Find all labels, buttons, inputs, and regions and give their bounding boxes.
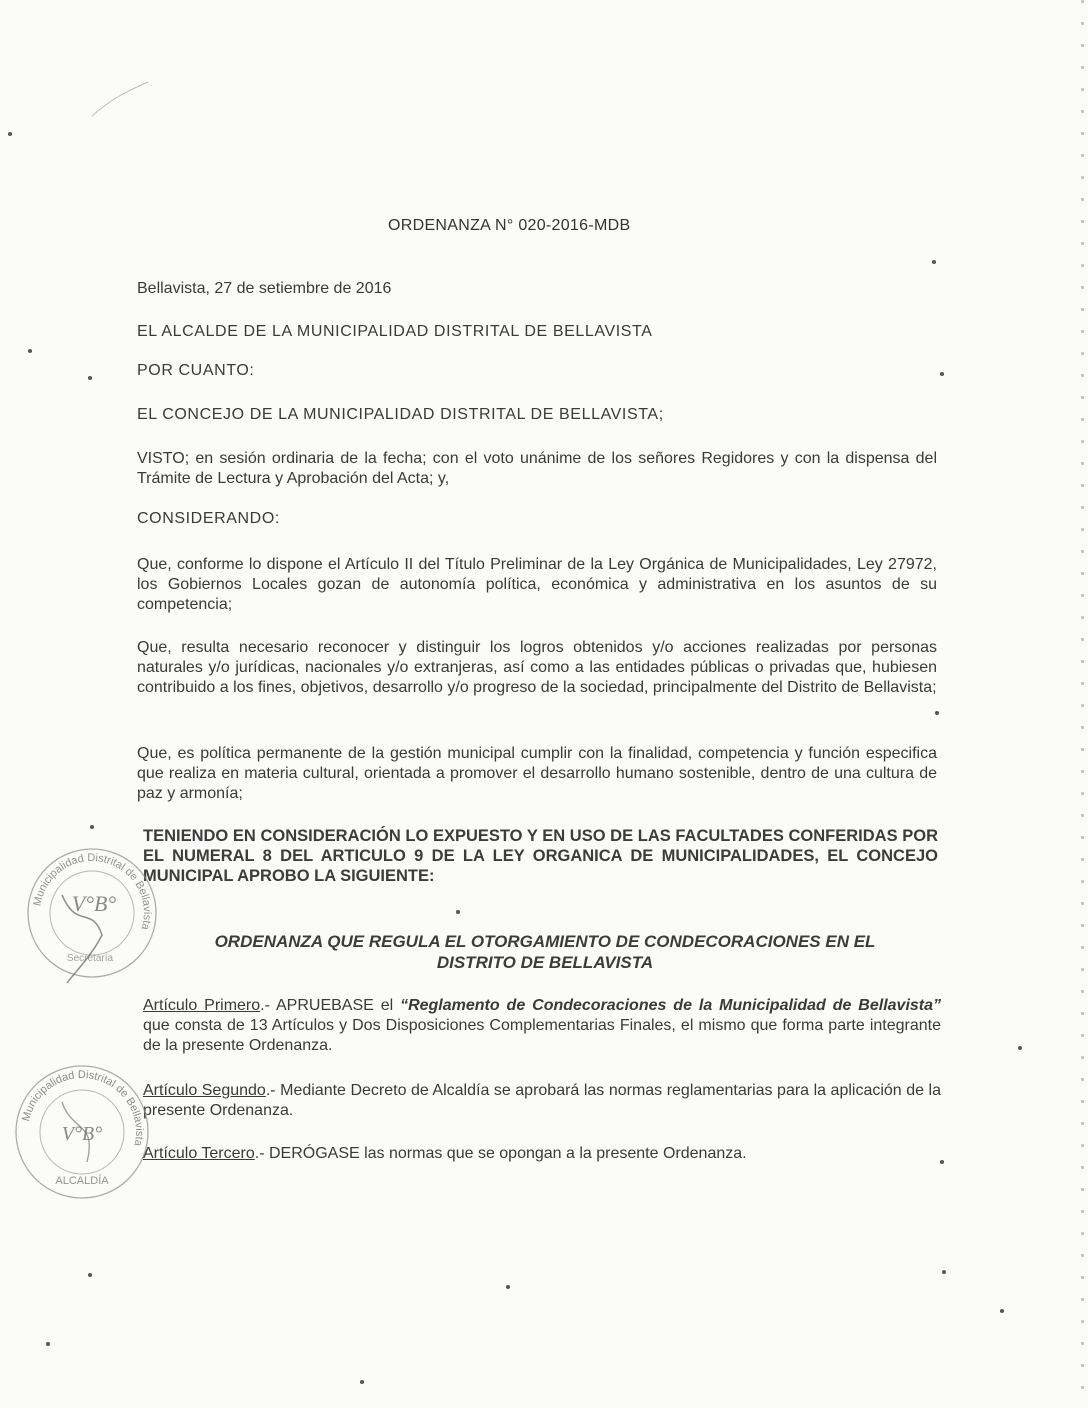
scan-speck	[88, 1273, 92, 1277]
seal1-center-text: V°B°	[71, 891, 117, 916]
considerando-paragraph-3: Que, es política permanente de la gestión municipal cumplir con la finalidad, competencia y función especifica que realiza en materia cultural, orientada a promover el desarrollo humano sostenible, dentro de una cultura de paz y armonía;	[137, 745, 937, 802]
seal2-ring-text: Municipalidad Distrital de Bellavista	[20, 1068, 146, 1148]
article-first-verb: APRUEBASE el	[275, 997, 401, 1014]
seal1-ring-text: Municipalidad Distrital de Bellavista	[31, 851, 154, 932]
mayor-line: EL ALCALDE DE LA MUNICIPALIDAD DISTRITAL DE BELLAVISTA	[137, 323, 653, 340]
scan-speck	[8, 132, 12, 136]
page-title: ORDENANZA N° 020-2016-MDB	[388, 217, 631, 234]
article-second-text: .- Mediante Decreto de Alcaldía se aprobará las normas reglamentarias para la aplicación de la presente Ordenanza.	[143, 1082, 941, 1119]
council-line: EL CONCEJO DE LA MUNICIPALIDAD DISTRITAL DE BELLAVISTA;	[137, 406, 664, 423]
scan-speck	[360, 1380, 364, 1384]
article-second	[143, 1081, 941, 1121]
considerando-label: CONSIDERANDO:	[137, 510, 280, 527]
place-date: Bellavista, 27 de setiembre de 2016	[137, 280, 392, 297]
scan-speck	[942, 1270, 946, 1274]
scan-speck	[28, 349, 32, 353]
considerando-paragraph-1: Que, conforme lo dispone el Artículo II del Título Preliminar de la Ley Orgánica de Municipalidades, Ley 27972, los Gobiernos Locales gozan de autonomía política, económica y administrativa en los asuntos de su competencia;	[137, 556, 937, 613]
article-first-quote: “Reglamento de Condecoraciones de la Municipalidad de Bellavista”	[400, 997, 942, 1014]
seal1-bottom-text: Secretaría	[66, 953, 114, 964]
scan-speck	[935, 711, 939, 715]
scan-speck	[932, 260, 936, 264]
considerando-paragraph-2: Que, resulta necesario reconocer y distinguir los logros obtenidos y/o acciones realizadas por personas naturales y/o jurídicas, nacionales y/o extranjeras, así como a las entidades públicas o privadas que, hubiesen contribuido a los fines, objetivos, desarrollo y/o progreso de la sociedad, principalmente del Distrito de Bellavista;	[137, 639, 937, 696]
article-third-label: Artículo Tercero	[143, 1145, 255, 1162]
scan-speck	[90, 825, 94, 829]
seal2-bottom-text: ALCALDÍA	[55, 1175, 109, 1187]
scan-speck	[456, 910, 460, 914]
alcaldia-seal	[12, 1062, 152, 1202]
article-first-label: Artículo Primero	[143, 997, 261, 1014]
por-cuanto-label: POR CUANTO:	[137, 362, 255, 379]
article-first-rest: que consta de 13 Artículos y Dos Disposiciones Complementarias Finales, el mismo que forma parte integrante de la presente Ordenanza.	[143, 1017, 941, 1054]
article-third	[143, 1144, 941, 1164]
ordinance-title-line-1: ORDENANZA QUE REGULA EL OTORGAMIENTO DE CONDECORACIONES EN EL	[214, 932, 876, 951]
article-first-sep: .-	[260, 997, 276, 1014]
scan-speck	[940, 372, 944, 376]
secretaria-seal	[22, 835, 162, 985]
pen-mark	[90, 80, 150, 120]
article-third-text: .- DERÓGASE las normas que se opongan a la presente Ordenanza.	[254, 1145, 747, 1162]
visto-paragraph: VISTO; en sesión ordinaria de la fecha; con el voto unánime de los señores Regidores y con la dispensa del Trámite de Lectura y Aprobación del Acta; y,	[137, 450, 937, 487]
scan-edge-marks	[1081, 0, 1084, 1408]
scan-speck	[88, 376, 92, 380]
scan-speck	[506, 1285, 510, 1289]
article-second-label: Artículo Segundo	[143, 1082, 266, 1099]
seal2-center-text: V°B°	[61, 1123, 103, 1145]
article-first	[143, 996, 941, 1056]
scan-speck	[46, 1342, 50, 1346]
scan-speck	[940, 1160, 944, 1164]
scan-speck	[1000, 1309, 1004, 1313]
scan-speck	[1018, 1046, 1022, 1050]
teniendo-paragraph: TENIENDO EN CONSIDERACIÓN LO EXPUESTO Y EN USO DE LAS FACULTADES CONFERIDAS POR EL NUMERAL 8 DEL ARTICULO 9 DE LA LEY ORGANICA DE MUNICIPALIDADES, EL CONCEJO MUNICIPAL APROBO LA SIGUIENTE:	[143, 827, 938, 885]
ordinance-title-line-2: DISTRITO DE BELLAVISTA	[436, 953, 654, 972]
